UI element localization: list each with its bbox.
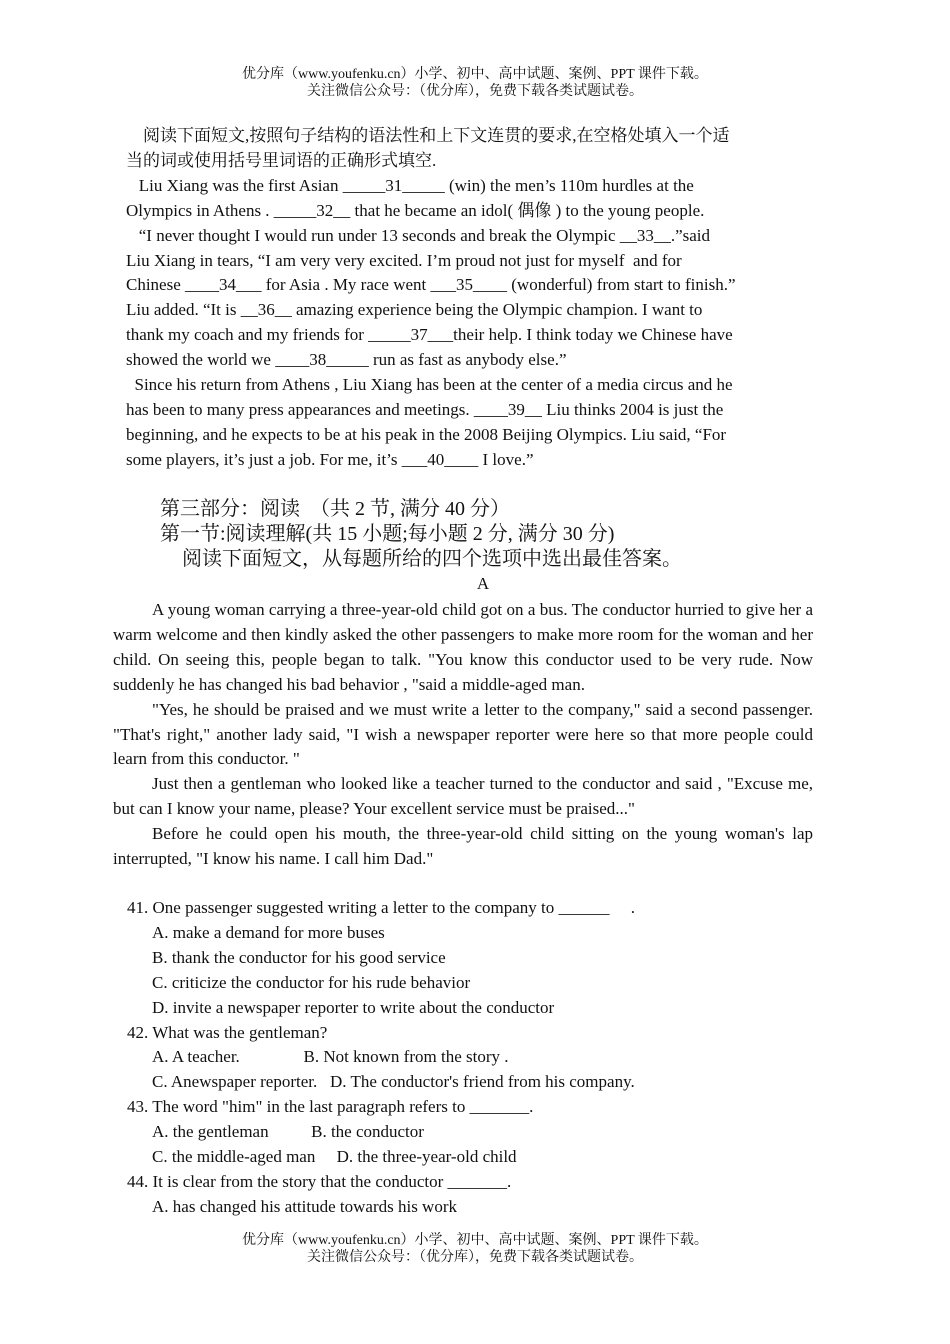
passage-paragraph: Just then a gentleman who looked like a teacher turned to the conductor and said , "Excuse me, but can I know your name, please? Your excellent service must be praised..." [113,774,813,819]
question-41-option-d: D. invite a newspaper reporter to write about the conductor [152,997,555,1017]
section-instruction: 阅读下面短文，从每题所给的四个选项中选出最佳答案。 [182,548,682,570]
passage-paragraph: Before he could open his mouth, the three-year-old child sitting on the young woman's lap interrupted, "I know his name. I call him Dad." [113,824,813,869]
cloze-line: beginning, and he expects to be at his peak in the 2008 Beijing Olympics. Liu said, “For [126,424,727,444]
passage-paragraph: "Yes, he should be praised and we must write a letter to the company," said a second passenger. "That's right," another lady said, "I wish a newspaper reporter were here so that more people could learn from this conductor. " [113,699,813,769]
cloze-line: “I never thought I would run under 13 seconds and break the Olympic __33__.”said [126,225,710,245]
question-43-options-cd: C. the middle-aged man D. the three-year-old child [152,1147,517,1167]
footer-line-2: 关注微信公众号：（优分库），免费下载各类试题试卷。 [307,1250,643,1265]
section-subtitle: 第一节:阅读理解(共 15 小题;每小题 2 分, 满分 30 分) [160,523,615,545]
passage-paragraph: A young woman carrying a three-year-old child got on a bus. The conductor hurried to give her a warm welcome and then kindly asked the other passengers to make more room for the woman and her child. On seeing this, people began to talk. "You know this conductor used to be very rude. Now suddenly he has changed his bad behavior , "said a middle-aged man. [113,600,813,694]
question-41-stem: 41. One passenger suggested writing a letter to the company to ______ . [127,898,635,917]
question-42-options-cd: C. Anewspaper reporter. D. The conductor's friend from his company. [152,1072,635,1092]
question-41-option-a: A. make a demand for more buses [152,922,385,942]
question-list [127,896,827,1220]
question-41-option-c: C. criticize the conductor for his rude behavior [152,972,471,992]
cloze-section [126,124,816,473]
reading-section-header [160,497,840,596]
cloze-line: 当的词或使用括号里词语的正确形式填空. [126,150,437,170]
cloze-line: showed the world we ____38_____ run as fast as anybody else.” [126,350,567,370]
cloze-line: Olympics in Athens . _____32__ that he became an idol( 偶像 ) to the young people. [126,200,705,220]
cloze-line: has been to many press appearances and meetings. ____39__ Liu thinks 2004 is just the [126,399,724,419]
question-43-options-ab: A. the gentleman B. the conductor [152,1122,424,1142]
section-title: 第三部分：阅读 （共 2 节, 满分 40 分） [160,498,510,520]
cloze-line: Liu added. “It is __36__ amazing experience being the Olympic champion. I want to [126,300,703,320]
cloze-line: Liu Xiang in tears, “I am very very excited. I’m proud not just for myself and for [126,250,682,270]
cloze-line: Since his return from Athens , Liu Xiang has been at the center of a media circus and he [126,375,733,395]
question-42-stem: 42. What was the gentleman? [127,1022,328,1042]
question-43-stem: 43. The word "him" in the last paragraph refers to _______. [127,1097,534,1117]
cloze-line: 阅读下面短文,按照句子结构的语法性和上下文连贯的要求,在空格处填入一个适 [126,126,730,145]
header-line-1: 优分库（www.youfenku.cn）小学、初中、高中试题、案例、PPT 课件下载。 [242,67,708,82]
question-41-option-b: B. thank the conductor for his good service [152,947,446,967]
question-42-options-ab: A. A teacher. B. Not known from the story . [152,1047,509,1067]
page-footer [0,1232,950,1266]
page-header [0,66,950,100]
question-44-stem: 44. It is clear from the story that the conductor _______. [127,1171,512,1191]
passage-label: A [476,574,490,593]
footer-line-1: 优分库（www.youfenku.cn）小学、初中、高中试题、案例、PPT 课件下载。 [242,1233,708,1248]
cloze-line: some players, it’s just a job. For me, it’s ___40____ I love.” [126,449,534,469]
cloze-line: Liu Xiang was the first Asian _____31_____ (win) the men’s 110m hurdles at the [126,175,694,195]
question-44-option-a: A. has changed his attitude towards his work [152,1196,457,1216]
cloze-line: Chinese ____34___ for Asia . My race went ___35____ (wonderful) from start to finish.” [126,275,736,295]
header-line-2: 关注微信公众号：（优分库），免费下载各类试题试卷。 [307,84,643,99]
cloze-line: thank my coach and my friends for _____37___their help. I think today we Chinese have [126,325,733,345]
reading-passage [113,598,813,872]
